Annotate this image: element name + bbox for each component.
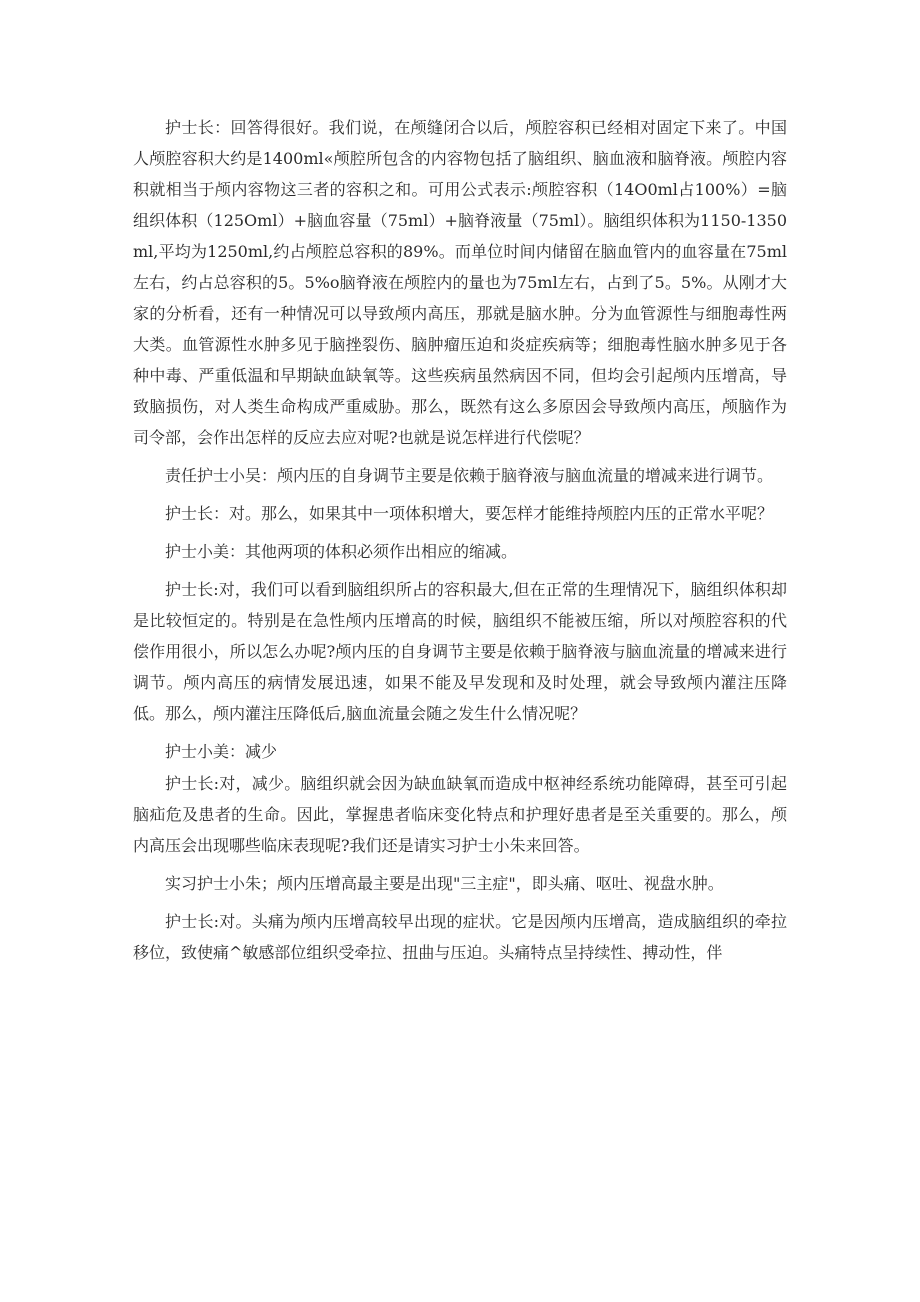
paragraph-head-nurse-compensation: 护士长:对，我们可以看到脑组织所占的容积最大,但在正常的生理情况下，脑组织体积却是比较恒定的。特别是在急性颅内压增高的时候，脑组织不能被压缩，所以对颅腔容积的代偿作用很小，所以怎么办呢?颅内压的自身调节主要是依赖于脑脊液与脑血流量的增减来进行调节。颅内高压的病情发展迅速，如果不能及早发现和及时处理，就会导致颅内灌注压降低。那么，颅内灌注压降低后,脑血流量会随之发生什么情况呢？	[133, 580, 787, 723]
paragraph-head-nurse-headache: 护士长:对。头痛为颅内压增高较早出现的症状。它是因颅内压增高，造成脑组织的牵拉移位，致使痛^敏感部位组织受牵拉、扭曲与压迫。头痛特点呈持续性、搏动性，伴	[133, 912, 787, 962]
paragraph-head-nurse-brain-hernia: 护士长:对，减少。脑组织就会因为缺血缺氧而造成中枢神经系统功能障碍，甚至可引起脑疝危及患者的生命。因此，掌握患者临床变化特点和护理好患者是至关重要的。那么，颅内高压会出现哪些临床表现呢?我们还是请实习护士小朱来回答。	[133, 774, 787, 855]
paragraph-nurse-xiaomei-decrease: 护士小美：减少	[165, 742, 278, 761]
paragraph-intern-zhu-symptoms: 实习护士小朱；颅内压增高最主要是出现"三主症"，即头痛、呕吐、视盘水肿。	[165, 874, 724, 893]
paragraph-head-nurse-skull-volume: 护士长：回答得很好。我们说，在颅缝闭合以后，颅腔容积已经相对固定下来了。中国人颅腔容积大约是1400ml«颅腔所包含的内容物包括了脑组织、脑血液和脑脊液。颅腔内容积就相当于颅内容物这三者的容积之和。可用公式表示:颅腔容积（14O0ml占100%）=脑组织体积（125Oml）+脑血容量（75ml）+脑脊液量（75ml）。脑组织体积为1150-1350ml,平均为1250ml,约占颅腔总容积的89%。而单位时间内储留在脑血管内的血容量在75ml左右，约占总容积的5。5%o脑脊液在颅腔内的量也为75ml左右，占到了5。5%。从刚才大家的分析看，还有一种情况可以导致颅内高压，那就是脑水肿。分为血管源性与细胞毒性两大类。血管源性水肿多见于脑挫裂伤、脑肿瘤压迫和炎症疾病等；细胞毒性脑水肿多见于各种中毒、严重低温和早期缺血缺氧等。这些疾病虽然病因不同，但均会引起颅内压增高，导致脑损伤，对人类生命构成严重威胁。那么，既然有这么多原因会导致颅内高压，颅脑作为司令部，会作出怎样的反应去应对呢?也就是说怎样进行代偿呢？	[133, 118, 787, 447]
paragraph-head-nurse-question: 护士长：对。那么，如果其中一项体积增大，要怎样才能维持颅腔内压的正常水平呢？	[165, 504, 774, 523]
paragraph-nurse-xiaomei-answer: 护士小美：其他两项的体积必须作出相应的缩减。	[165, 542, 518, 561]
paragraph-nurse-wu-regulation: 责任护士小吴：颅内压的自身调节主要是依赖于脑脊液与脑血流量的增减来进行调节。	[165, 466, 774, 485]
document-body	[133, 112, 787, 975]
